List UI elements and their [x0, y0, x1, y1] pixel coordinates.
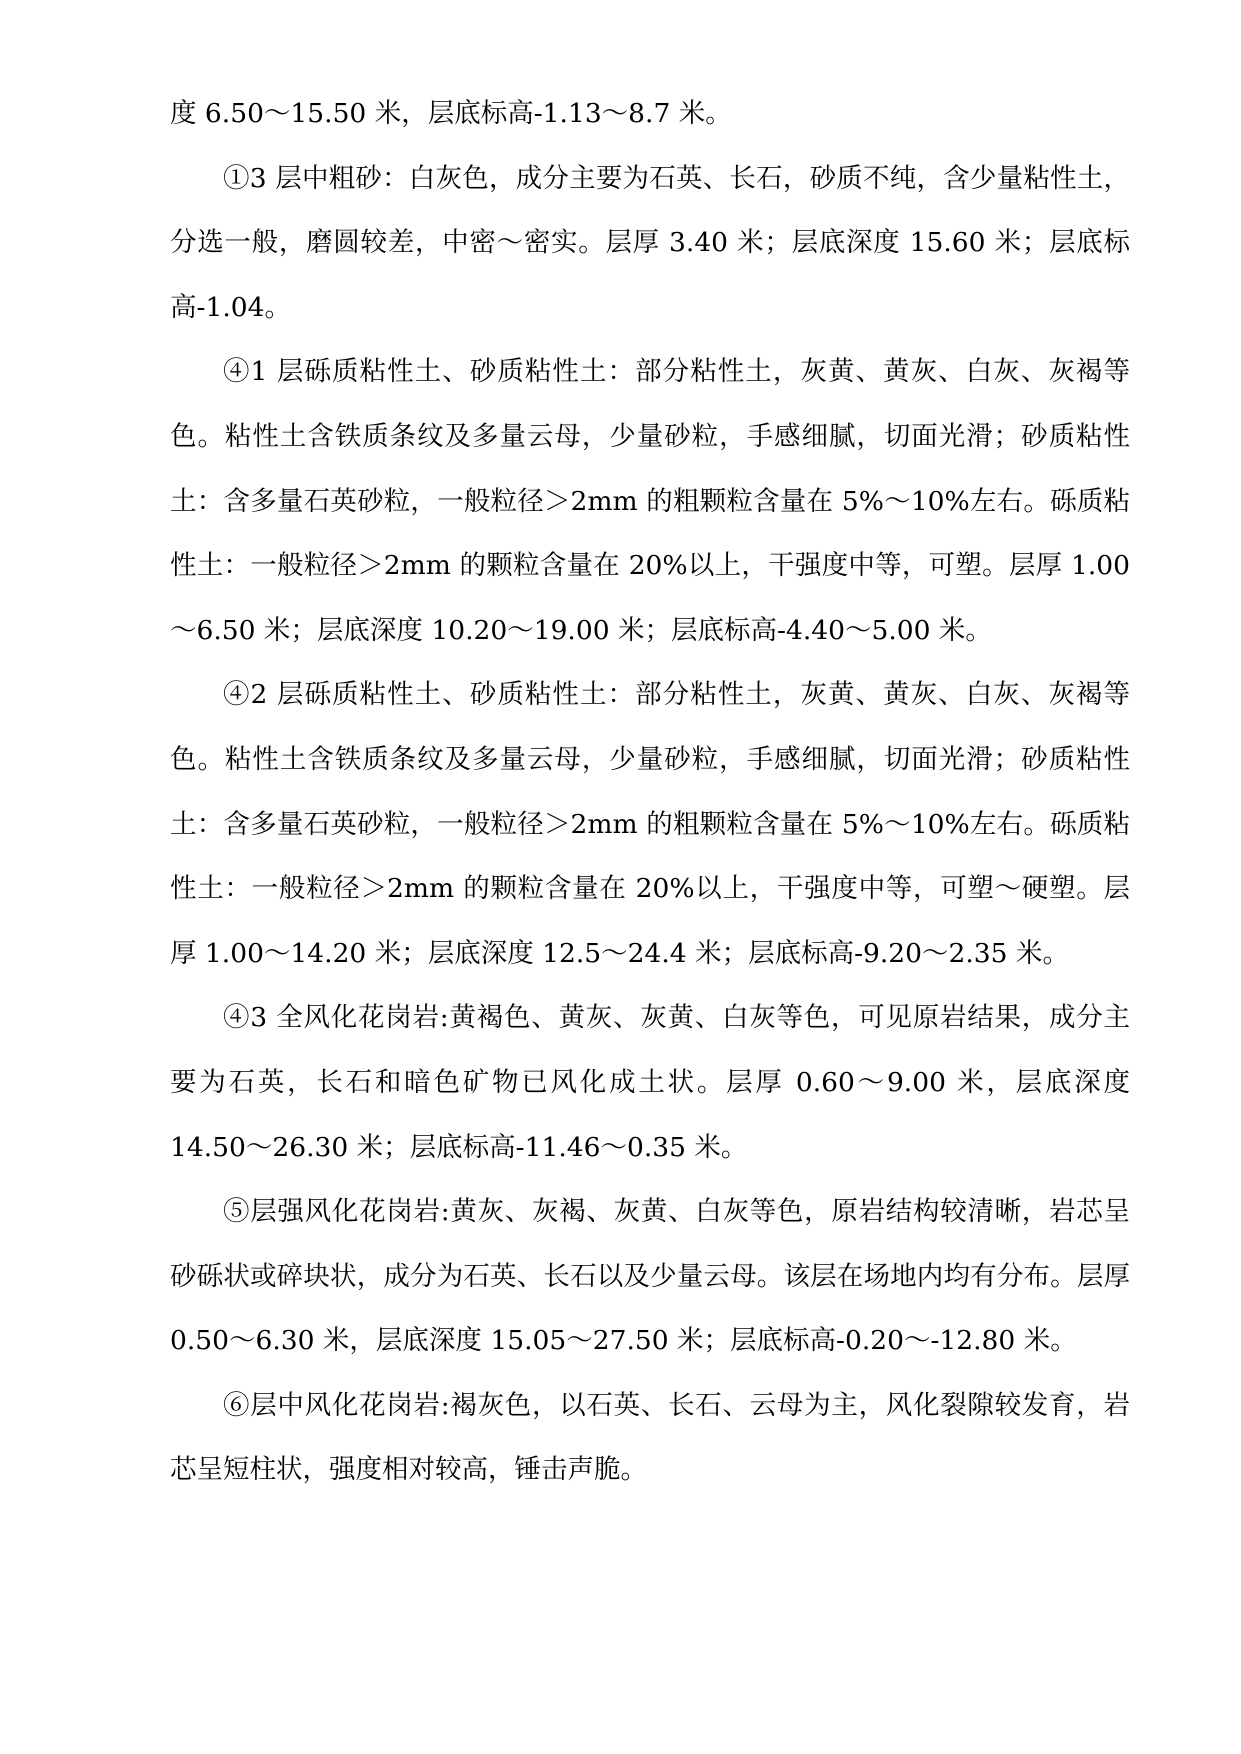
paragraph-layer-4-1: ④1 层砾质粘性土、砂质粘性土：部分粘性土，灰黄、黄灰、白灰、灰褐等色。粘性土含铁质条纹及多量云母，少量砂粒，手感细腻，切面光滑；砂质粘性土：含多量石英砂粒，一般粒径＞2mm 的粗颗粒含量在 5%～10%左右。砾质粘性土：一般粒径＞2mm 的颗粒含量在 20%以上，干强度中等，可塑。层厚 1.00～6.50 米；层底深度 10.20～19.00 米；层底标高-4.40～5.00 米。 [170, 356, 1130, 646]
document-body [170, 82, 1130, 1503]
paragraph-layer-4-3: ④3 全风化花岗岩:黄褐色、黄灰、灰黄、白灰等色，可见原岩结果，成分主要为石英，长石和暗色矿物已风化成土状。层厚 0.60～9.00 米，层底深度 14.50～26.30 米；层底标高-11.46～0.35 米。 [170, 1002, 1130, 1163]
paragraph-layer-6: ⑥层中风化花岗岩:褐灰色，以石英、长石、云母为主，风化裂隙较发育，岩芯呈短柱状，强度相对较高，锤击声脆。 [170, 1389, 1130, 1486]
paragraph-continuation: 度 6.50～15.50 米，层底标高-1.13～8.7 米。 [170, 98, 732, 129]
paragraph-layer-4-2: ④2 层砾质粘性土、砂质粘性土：部分粘性土，灰黄、黄灰、白灰、灰褐等色。粘性土含铁质条纹及多量云母，少量砂粒，手感细腻，切面光滑；砂质粘性土：含多量石英砂粒，一般粒径＞2mm 的粗颗粒含量在 5%～10%左右。砾质粘性土：一般粒径＞2mm 的颗粒含量在 20%以上，干强度中等，可塑～硬塑。层厚 1.00～14.20 米；层底深度 12.5～24.4 米；层底标高-9.20～2.35 米。 [170, 679, 1130, 969]
paragraph-layer-1-3: ①3 层中粗砂：白灰色，成分主要为石英、长石，砂质不纯，含少量粘性土，分选一般，磨圆较差，中密～密实。层厚 3.40 米；层底深度 15.60 米；层底标高-1.04。 [170, 162, 1130, 323]
paragraph-layer-5: ⑤层强风化花岗岩:黄灰、灰褐、灰黄、白灰等色，原岩结构较清晰，岩芯呈砂砾状或碎块状，成分为石英、长石以及少量云母。该层在场地内均有分布。层厚 0.50～6.30 米，层底深度 15.05～27.50 米；层底标高-0.20～-12.80 米。 [170, 1196, 1130, 1357]
